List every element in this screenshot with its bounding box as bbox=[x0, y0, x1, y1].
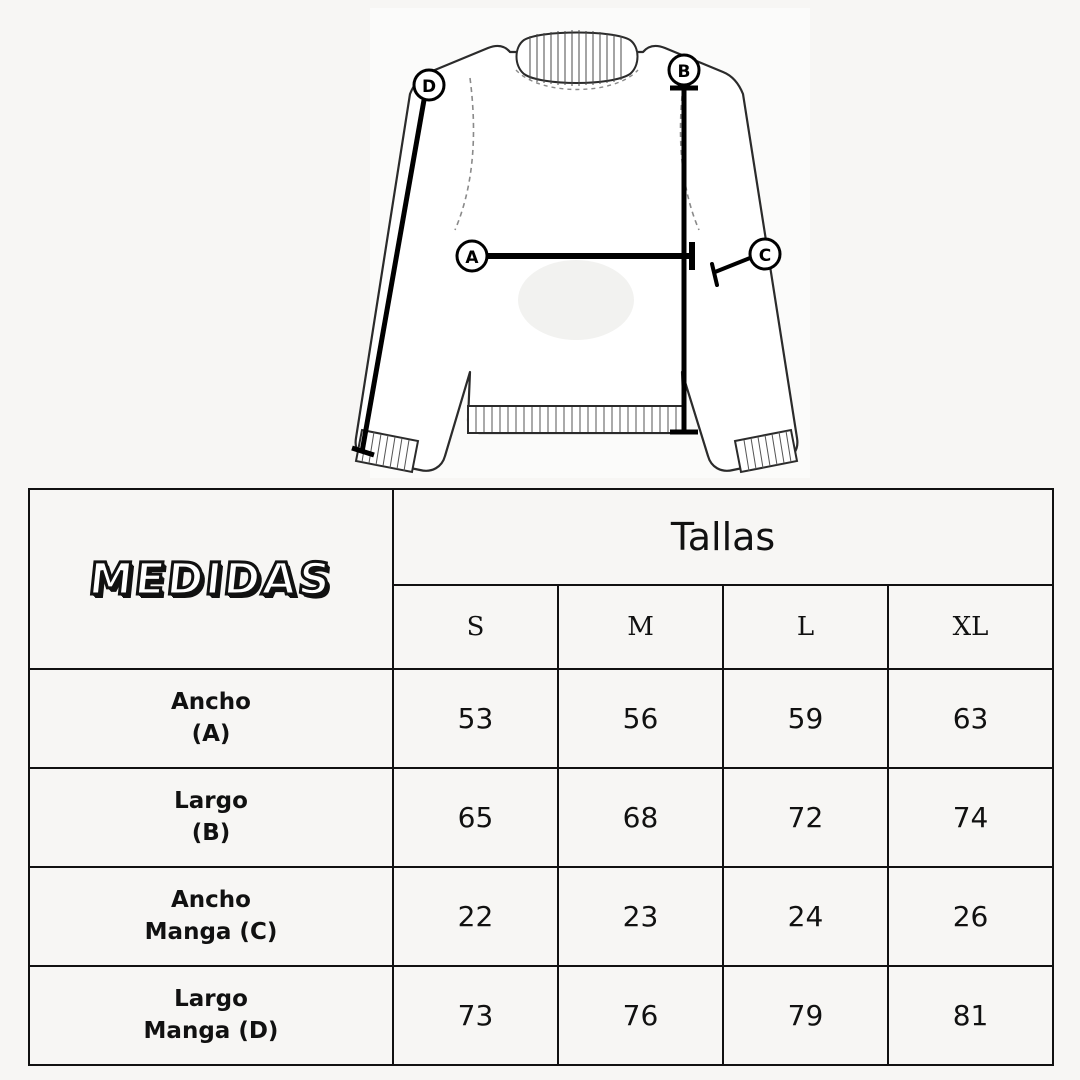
value-ancho-a-xl: 63 bbox=[888, 669, 1053, 768]
medidas-title: MEDIDAS bbox=[86, 553, 336, 605]
row-label-line2: (A) bbox=[191, 720, 231, 747]
marker-label-a: A bbox=[465, 248, 479, 268]
row-label-line1: Largo bbox=[174, 986, 248, 1013]
value-ancho-manga-c-l: 24 bbox=[723, 867, 888, 966]
marker-label-d: D bbox=[421, 77, 437, 97]
value-ancho-a-l: 59 bbox=[723, 669, 888, 768]
size-chart-table bbox=[28, 488, 1054, 1066]
size-chart bbox=[28, 488, 1052, 1066]
value-ancho-manga-c-s: 22 bbox=[393, 867, 558, 966]
size-header-l: L bbox=[723, 585, 888, 669]
row-label-ancho-manga-c bbox=[29, 867, 393, 966]
value-largo-b-s: 65 bbox=[393, 768, 558, 867]
garment-illustration bbox=[0, 0, 1080, 490]
table-row bbox=[29, 966, 1053, 1065]
value-largo-b-xl: 74 bbox=[888, 768, 1053, 867]
value-ancho-manga-c-m: 23 bbox=[558, 867, 723, 966]
row-label-line1: Ancho bbox=[171, 689, 251, 716]
value-largo-manga-d-xl: 81 bbox=[888, 966, 1053, 1065]
table-row bbox=[29, 669, 1053, 768]
size-header-xl: XL bbox=[888, 585, 1053, 669]
row-label-largo-manga-d bbox=[29, 966, 393, 1065]
value-largo-b-m: 68 bbox=[558, 768, 723, 867]
value-largo-b-l: 72 bbox=[723, 768, 888, 867]
row-label-line1: Largo bbox=[174, 788, 248, 815]
table-row bbox=[29, 867, 1053, 966]
value-ancho-a-s: 53 bbox=[393, 669, 558, 768]
value-largo-manga-d-m: 76 bbox=[558, 966, 723, 1065]
value-largo-manga-d-s: 73 bbox=[393, 966, 558, 1065]
sweater-line-drawing bbox=[0, 0, 1080, 490]
size-header-m: M bbox=[558, 585, 723, 669]
row-label-line2: Manga (C) bbox=[144, 918, 278, 945]
size-header-s: S bbox=[393, 585, 558, 669]
value-ancho-a-m: 56 bbox=[558, 669, 723, 768]
marker-label-c: C bbox=[758, 246, 772, 266]
table-row bbox=[29, 768, 1053, 867]
row-label-line1: Ancho bbox=[171, 887, 251, 914]
value-largo-manga-d-l: 79 bbox=[723, 966, 888, 1065]
row-label-ancho-a bbox=[29, 669, 393, 768]
table-header-row bbox=[29, 489, 1053, 585]
row-label-line2: Manga (D) bbox=[143, 1017, 279, 1044]
medidas-title-cell bbox=[29, 489, 393, 669]
value-ancho-manga-c-xl: 26 bbox=[888, 867, 1053, 966]
marker-label-b: B bbox=[677, 62, 691, 82]
row-label-largo-b bbox=[29, 768, 393, 867]
row-label-line2: (B) bbox=[191, 819, 231, 846]
tallas-title-cell: Tallas bbox=[393, 489, 1053, 585]
